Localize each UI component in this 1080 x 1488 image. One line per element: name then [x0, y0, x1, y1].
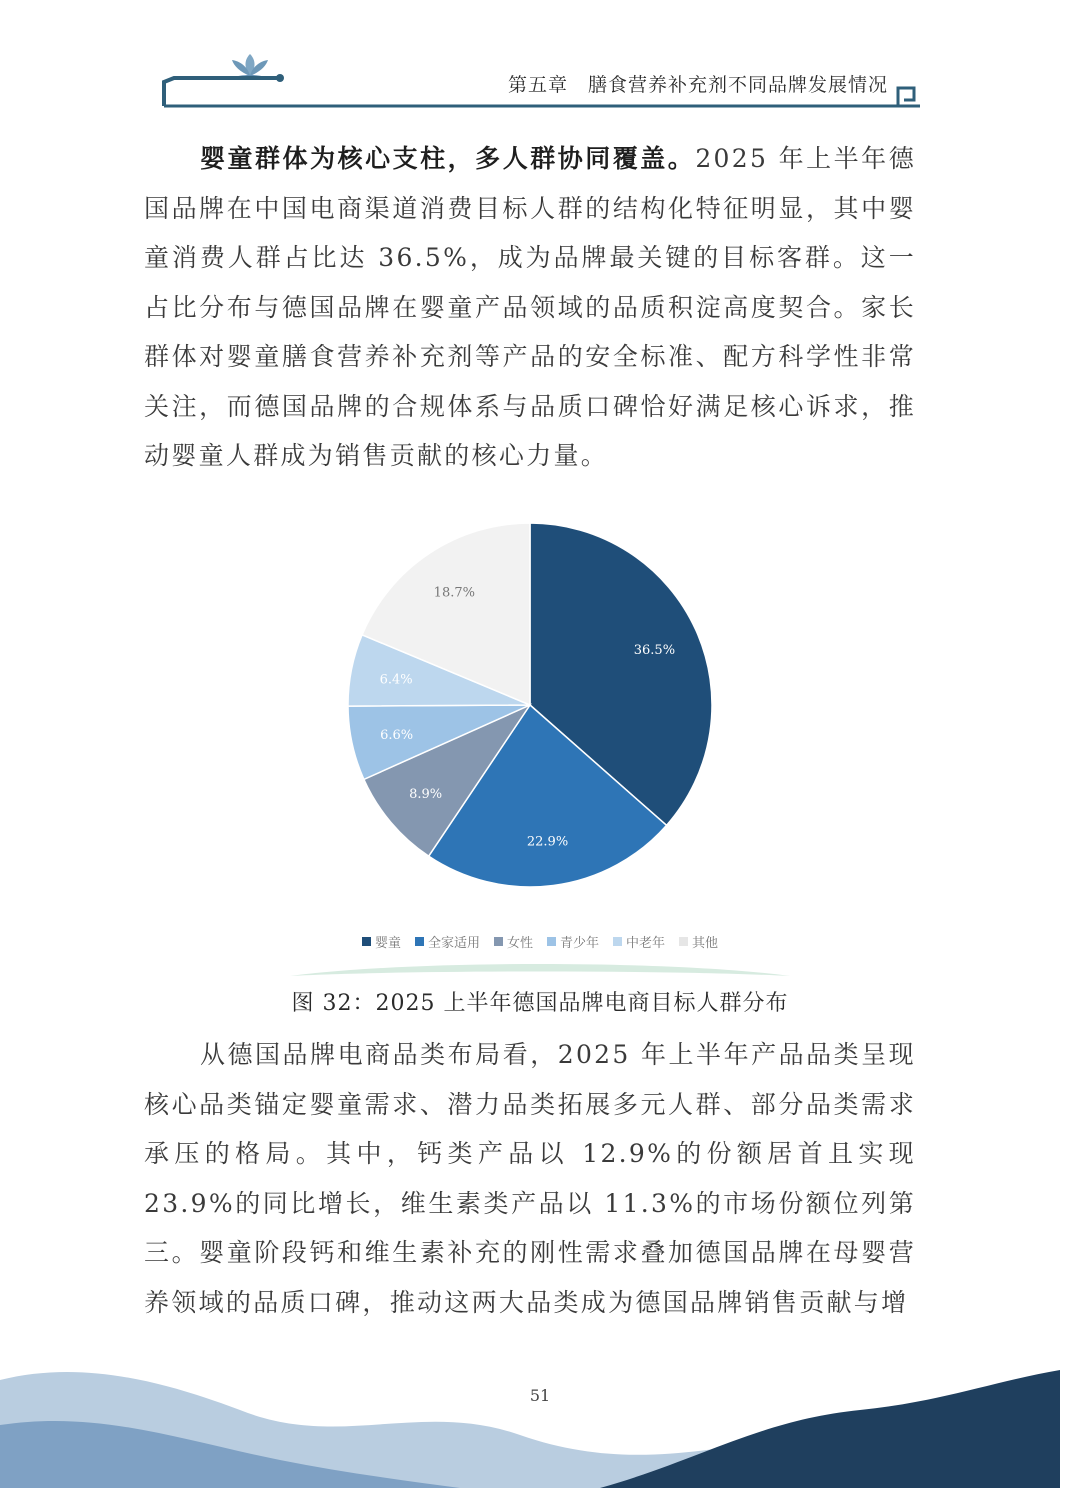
pie-data-label-4: 6.6%	[380, 727, 414, 743]
lotus-icon	[232, 54, 268, 78]
chapter-title: 第五章 膳食营养补充剂不同品牌发展情况	[507, 74, 888, 96]
legend-label: 女性	[506, 936, 533, 951]
legend-swatch	[613, 937, 622, 946]
pie-data-label-3: 8.9%	[409, 786, 443, 802]
pie-data-label-5: 6.4%	[379, 672, 413, 688]
legend-swatch	[494, 937, 503, 946]
paragraph-lead: 婴童群体为核心支柱，多人群协同覆盖。	[200, 144, 696, 173]
legend-label: 其他	[692, 936, 719, 951]
chart-legend	[0, 932, 1080, 951]
header-bracket-right	[898, 88, 914, 106]
legend-swatch	[679, 937, 688, 946]
page-number: 51	[529, 1386, 551, 1405]
footer-wave-decoration	[0, 1340, 1080, 1488]
legend-label: 中老年	[626, 936, 666, 951]
legend-swatch	[362, 937, 371, 946]
legend-item	[494, 932, 533, 951]
pie-data-label-1: 36.5%	[633, 642, 676, 658]
legend-label: 婴童	[374, 936, 401, 951]
pie-data-label-2: 22.9%	[526, 834, 569, 850]
legend-item	[362, 932, 401, 951]
paragraph-categories: 从德国品牌电商品类布局看，2025 年上半年产品品类呈现核心品类锚定婴童需求、潜力品类拓展多元人群、部分品类需求承压的格局。其中，钙类产品以 12.9%的份额居首且实现 23.9%的同比增长，维生素类产品以 11.3%的市场份额位列第三。婴童阶段钙和维生素补充的刚性需求叠加德国品牌在母婴营养领域的品质口碑，推动这两大品类成为德国品牌销售贡献与增	[144, 1040, 916, 1317]
legend-swatch	[415, 937, 424, 946]
header-bracket-left	[164, 78, 282, 106]
legend-swatch	[547, 937, 556, 946]
legend-item	[415, 932, 480, 951]
legend-item	[613, 932, 665, 951]
legend-label: 青少年	[560, 936, 600, 951]
pie-chart	[330, 505, 730, 905]
figure-caption: 图 32：2025 上半年德国品牌电商目标人群分布	[291, 991, 789, 1016]
paragraph-body: 2025 年上半年德国品牌在中国电商渠道消费目标人群的结构化特征明显，其中婴童消费人群占比达 36.5%，成为品牌最关键的目标客群。这一占比分布与德国品牌在婴童产品领域的品质积淀高度契合。家长群体对婴童膳食营养补充剂等产品的安全标准、配方科学性非常关注，而德国品牌的合规体系与品质口碑恰好满足核心诉求，推动婴童人群成为销售贡献的核心力量。	[144, 144, 916, 470]
pie-data-label-6: 18.7%	[433, 585, 475, 601]
legend-label: 全家适用	[427, 936, 480, 951]
legend-item	[547, 932, 599, 951]
legend-item	[679, 932, 718, 951]
paragraph-intro	[144, 134, 916, 481]
